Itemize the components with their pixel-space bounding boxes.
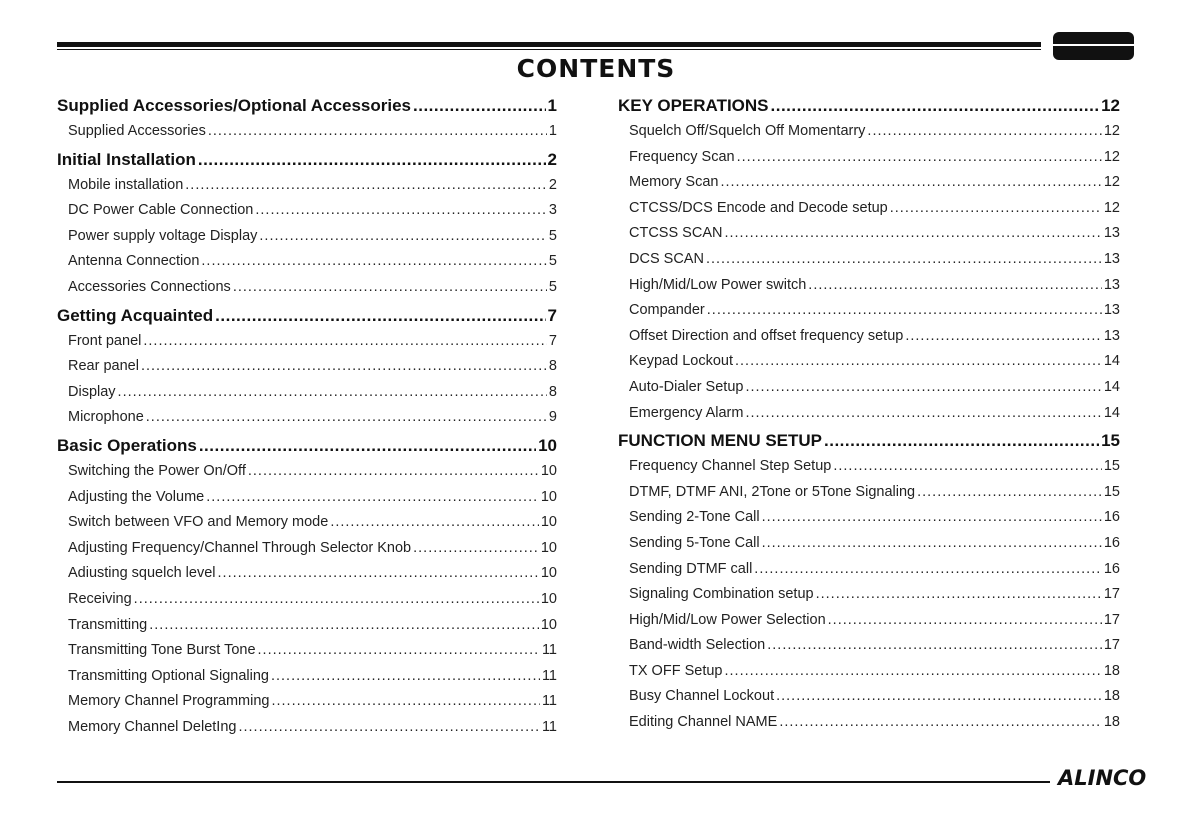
toc-left-column bbox=[57, 95, 557, 744]
dot-leader bbox=[724, 225, 1101, 241]
toc-entry-page-number: 16 bbox=[1103, 509, 1120, 526]
toc-entry-page-number: 17 bbox=[1103, 611, 1120, 628]
toc-entry-label: Microphone bbox=[68, 409, 144, 426]
toc-entry-page-number: 10 bbox=[540, 616, 557, 633]
toc-entry-label: Sending 2-Tone Call bbox=[629, 509, 760, 526]
toc-entry-label: Accessories Connections bbox=[68, 278, 231, 295]
toc-entry[interactable] bbox=[618, 174, 1120, 200]
toc-entry-page-number: 10 bbox=[540, 590, 557, 607]
dot-leader bbox=[118, 384, 547, 400]
toc-entry[interactable] bbox=[57, 514, 557, 540]
toc-entry-label: KEY OPERATIONS bbox=[618, 96, 769, 115]
dot-leader bbox=[271, 668, 540, 684]
toc-entry-page-number: 11 bbox=[541, 667, 557, 684]
toc-entry-page-number: 18 bbox=[1103, 662, 1120, 679]
dot-leader bbox=[707, 302, 1102, 318]
toc-entry-page-number: 10 bbox=[538, 435, 557, 455]
page-title: CONTENTS bbox=[516, 54, 676, 83]
toc-entry-label: Transmitting Tone Burst Tone bbox=[68, 642, 256, 659]
toc-entry-page-number: 11 bbox=[541, 718, 557, 735]
toc-entry-page-number: 18 bbox=[1103, 714, 1120, 731]
toc-entry[interactable] bbox=[57, 617, 557, 643]
toc-entry-page-number: 14 bbox=[1103, 378, 1120, 395]
dot-leader bbox=[754, 561, 1102, 577]
dot-leader bbox=[779, 714, 1102, 730]
toc-entry-page-number: 14 bbox=[1103, 404, 1120, 421]
toc-entry-label: Receiving bbox=[68, 590, 132, 607]
dot-leader bbox=[413, 96, 546, 116]
dot-leader bbox=[735, 353, 1102, 369]
dot-leader bbox=[745, 405, 1101, 421]
toc-entry[interactable] bbox=[57, 409, 557, 435]
toc-entry-page-number: 12 bbox=[1103, 174, 1120, 191]
toc-entry-page-number: 8 bbox=[548, 358, 557, 375]
toc-entry[interactable] bbox=[57, 693, 557, 719]
toc-entry-label: Signaling Combination setup bbox=[629, 586, 814, 603]
dot-leader bbox=[206, 489, 539, 505]
dot-leader bbox=[824, 431, 1099, 451]
dot-leader bbox=[867, 123, 1101, 139]
toc-entry[interactable] bbox=[618, 586, 1120, 612]
toc-entry-label: Auto-Dialer Setup bbox=[629, 378, 744, 395]
toc-entry-page-number: 11 bbox=[541, 642, 557, 659]
toc-entry[interactable] bbox=[618, 612, 1120, 638]
toc-entry-label: Emergency Alarm bbox=[629, 404, 744, 421]
toc-entry[interactable] bbox=[618, 277, 1120, 303]
toc-entry-page-number: 15 bbox=[1101, 431, 1120, 451]
toc-entry[interactable] bbox=[618, 688, 1120, 714]
toc-entry[interactable] bbox=[618, 353, 1120, 379]
toc-entry[interactable] bbox=[618, 561, 1120, 587]
dot-leader bbox=[737, 149, 1102, 165]
dot-leader bbox=[720, 174, 1101, 190]
toc-entry-page-number: 2 bbox=[548, 176, 557, 193]
toc-entry[interactable] bbox=[618, 302, 1120, 328]
toc-entry-page-number: 1 bbox=[547, 96, 557, 115]
toc-entry-page-number: 7 bbox=[547, 305, 557, 325]
toc-entry-label: Editing Channel NAME bbox=[629, 714, 778, 731]
toc-entry-label: CTCSS/DCS Encode and Decode setup bbox=[629, 199, 888, 216]
toc-entry-label: Keypad Lockout bbox=[629, 353, 733, 370]
toc-entry[interactable] bbox=[57, 540, 557, 566]
toc-entry-label: Memory Scan bbox=[629, 174, 719, 191]
toc-entry[interactable] bbox=[57, 228, 557, 254]
toc-entry-page-number: 11 bbox=[541, 693, 557, 710]
toc-entry-label: TX OFF Setup bbox=[629, 662, 723, 679]
dot-leader bbox=[233, 279, 547, 295]
toc-entry[interactable] bbox=[618, 535, 1120, 561]
toc-entry[interactable] bbox=[618, 251, 1120, 277]
toc-entry[interactable] bbox=[57, 719, 557, 745]
toc-entry[interactable] bbox=[57, 463, 557, 489]
toc-entry-label: Compander bbox=[629, 302, 705, 319]
toc-entry-page-number: 15 bbox=[1103, 458, 1120, 475]
toc-entry-label: Band-width Selection bbox=[629, 637, 766, 654]
toc-entry-label: Display bbox=[68, 383, 116, 400]
header-rule bbox=[57, 42, 1041, 47]
toc-entry-label: Frequency Channel Step Setup bbox=[629, 458, 832, 475]
toc-entry-page-number: 7 bbox=[548, 332, 557, 349]
toc-entry-label: DC Power Cable Connection bbox=[68, 202, 254, 219]
toc-entry-label: Switching the Power On/Off bbox=[68, 462, 246, 479]
toc-entry-page-number: 13 bbox=[1103, 302, 1120, 319]
toc-entry-label: Adiusting squelch level bbox=[68, 565, 216, 582]
dot-leader bbox=[146, 409, 547, 425]
toc-entry[interactable] bbox=[57, 642, 557, 668]
toc-section-heading[interactable] bbox=[57, 149, 557, 177]
toc-right-column bbox=[618, 95, 1120, 740]
dot-leader bbox=[745, 379, 1101, 395]
toc-entry-page-number: 12 bbox=[1101, 96, 1120, 115]
dot-leader bbox=[218, 565, 539, 581]
toc-entry-label: Adjusting Frequency/Channel Through Selector Knob bbox=[68, 539, 412, 556]
toc-entry[interactable] bbox=[57, 202, 557, 228]
toc-entry-label: Rear panel bbox=[68, 358, 139, 375]
toc-entry-page-number: 10 bbox=[540, 565, 557, 582]
toc-entry[interactable] bbox=[618, 123, 1120, 149]
toc-entry-label: Antenna Connection bbox=[68, 253, 200, 270]
dot-leader bbox=[185, 177, 547, 193]
toc-entry[interactable] bbox=[57, 177, 557, 203]
toc-entry-page-number: 18 bbox=[1103, 688, 1120, 705]
dot-leader bbox=[259, 228, 547, 244]
toc-entry-page-number: 12 bbox=[1103, 199, 1120, 216]
toc-entry[interactable] bbox=[57, 565, 557, 591]
footer-rule bbox=[57, 781, 1050, 783]
dot-leader bbox=[134, 591, 539, 607]
dot-leader bbox=[258, 642, 540, 658]
toc-entry-label: Front panel bbox=[68, 332, 142, 349]
toc-entry-page-number: 10 bbox=[540, 462, 557, 479]
toc-entry-label: High/Mid/Low Power switch bbox=[629, 276, 807, 293]
toc-entry-label: Getting Acquainted bbox=[57, 305, 214, 325]
toc-entry-label: Sending DTMF call bbox=[629, 560, 753, 577]
toc-entry-label: Supplied Accessories bbox=[68, 123, 206, 139]
toc-entry-page-number: 12 bbox=[1103, 148, 1120, 165]
toc-entry[interactable] bbox=[618, 379, 1120, 405]
dot-leader bbox=[208, 123, 547, 139]
toc-section-heading[interactable] bbox=[57, 435, 557, 463]
toc-entry-page-number: 10 bbox=[540, 514, 557, 531]
toc-entry-page-number: 10 bbox=[540, 539, 557, 556]
toc-entry-page-number: 13 bbox=[1103, 225, 1120, 242]
dot-leader bbox=[215, 306, 545, 326]
toc-entry-label: Memory Channel DeletIng bbox=[68, 718, 237, 735]
dot-leader bbox=[917, 484, 1102, 500]
dot-leader bbox=[724, 663, 1101, 679]
toc-entry[interactable] bbox=[618, 663, 1120, 689]
dot-leader bbox=[905, 328, 1102, 344]
dot-leader bbox=[201, 253, 547, 269]
toc-entry-page-number: 3 bbox=[548, 202, 557, 219]
dot-leader bbox=[143, 333, 547, 349]
dot-leader bbox=[271, 693, 539, 709]
toc-entry-page-number: 17 bbox=[1103, 637, 1120, 654]
toc-entry-label: DCS SCAN bbox=[629, 250, 704, 267]
toc-entry[interactable] bbox=[618, 405, 1120, 431]
toc-entry-label: Supplied Accessories/Optional Accessories bbox=[57, 96, 411, 115]
toc-entry-page-number: 13 bbox=[1103, 276, 1120, 293]
toc-entry[interactable] bbox=[618, 484, 1120, 510]
toc-entry-page-number: 12 bbox=[1103, 123, 1120, 139]
dot-leader bbox=[762, 535, 1102, 551]
dot-leader bbox=[141, 358, 547, 374]
toc-entry-label: Initial Installation bbox=[57, 149, 196, 169]
toc-entry[interactable] bbox=[57, 591, 557, 617]
toc-entry[interactable] bbox=[618, 200, 1120, 226]
toc-entry[interactable] bbox=[618, 509, 1120, 535]
dot-leader bbox=[199, 436, 536, 456]
toc-entry[interactable] bbox=[57, 489, 557, 515]
toc-entry-label: Mobile installation bbox=[68, 176, 184, 193]
toc-entry-label: Offset Direction and offset frequency setup bbox=[629, 327, 904, 344]
toc-entry[interactable] bbox=[618, 637, 1120, 663]
toc-entry-page-number: 16 bbox=[1103, 560, 1120, 577]
toc-entry-page-number: 13 bbox=[1103, 327, 1120, 344]
toc-entry[interactable] bbox=[57, 253, 557, 279]
toc-entry-page-number: 5 bbox=[548, 278, 557, 295]
toc-entry-page-number: 14 bbox=[1103, 353, 1120, 370]
dot-leader bbox=[198, 150, 546, 170]
dot-leader bbox=[762, 509, 1102, 525]
toc-entry[interactable] bbox=[57, 123, 557, 149]
toc-entry-label: CTCSS SCAN bbox=[629, 225, 723, 242]
toc-entry-label: Squelch Off/Squelch Off Momentarry bbox=[629, 123, 866, 139]
toc-entry-page-number: 16 bbox=[1103, 534, 1120, 551]
dot-leader bbox=[238, 719, 539, 735]
toc-entry-label: High/Mid/Low Power Selection bbox=[629, 611, 826, 628]
toc-entry-page-number: 10 bbox=[540, 488, 557, 505]
toc-entry-page-number: 5 bbox=[548, 227, 557, 244]
dot-leader bbox=[413, 540, 539, 556]
alinco-logo: ALINCO bbox=[1058, 766, 1147, 790]
toc-entry[interactable] bbox=[618, 328, 1120, 354]
dot-leader bbox=[706, 251, 1102, 267]
header-rule-thin bbox=[57, 49, 1041, 50]
dot-leader bbox=[833, 458, 1102, 474]
toc-entry-page-number: 17 bbox=[1103, 586, 1120, 603]
dot-leader bbox=[248, 463, 539, 479]
dot-leader bbox=[890, 200, 1102, 216]
toc-entry-label: Busy Channel Lockout bbox=[629, 688, 775, 705]
toc-entry-label: DTMF, DTMF ANI, 2Tone or 5Tone Signaling bbox=[629, 483, 916, 500]
toc-section-heading[interactable] bbox=[57, 95, 557, 123]
toc-entry[interactable] bbox=[618, 458, 1120, 484]
dot-leader bbox=[255, 202, 547, 218]
toc-entry-page-number: 15 bbox=[1103, 483, 1120, 500]
toc-section-heading[interactable] bbox=[57, 305, 557, 333]
toc-entry-page-number: 13 bbox=[1103, 250, 1120, 267]
toc-entry-label: Adjusting the Volume bbox=[68, 488, 205, 505]
toc-section-heading[interactable] bbox=[618, 95, 1120, 123]
toc-entry-label: Switch between VFO and Memory mode bbox=[68, 514, 329, 531]
toc-entry-page-number: 9 bbox=[548, 409, 557, 426]
toc-entry-page-number: 5 bbox=[548, 253, 557, 270]
toc-section-heading[interactable] bbox=[618, 430, 1120, 458]
toc-entry[interactable] bbox=[618, 149, 1120, 175]
dot-leader bbox=[816, 586, 1102, 602]
toc-entry-label: Memory Channel Programming bbox=[68, 693, 270, 710]
dot-leader bbox=[330, 514, 539, 530]
toc-entry[interactable] bbox=[618, 225, 1120, 251]
toc-entry-label: FUNCTION MENU SETUP bbox=[618, 431, 822, 451]
dot-leader bbox=[776, 688, 1102, 704]
toc-entry-label: Sending 5-Tone Call bbox=[629, 534, 760, 551]
dot-leader bbox=[808, 277, 1102, 293]
dot-leader bbox=[828, 612, 1102, 628]
toc-entry-page-number: 1 bbox=[548, 123, 557, 139]
toc-entry-page-number: 2 bbox=[547, 149, 557, 169]
dot-leader bbox=[149, 617, 539, 633]
toc-entry[interactable] bbox=[618, 714, 1120, 740]
toc-entry[interactable] bbox=[57, 384, 557, 410]
toc-entry-label: Frequency Scan bbox=[629, 148, 735, 165]
toc-entry[interactable] bbox=[57, 668, 557, 694]
toc-entry[interactable] bbox=[57, 279, 557, 305]
dot-leader bbox=[767, 637, 1102, 653]
toc-entry-page-number: 8 bbox=[548, 383, 557, 400]
toc-entry[interactable] bbox=[57, 358, 557, 384]
toc-entry-label: Power supply voltage Display bbox=[68, 227, 258, 244]
toc-entry[interactable] bbox=[57, 333, 557, 359]
toc-entry-label: Transmitting bbox=[68, 616, 148, 633]
toc-entry-label: Transmitting Optional Signaling bbox=[68, 667, 269, 684]
dot-leader bbox=[771, 96, 1100, 116]
toc-entry-label: Basic Operations bbox=[57, 435, 197, 455]
